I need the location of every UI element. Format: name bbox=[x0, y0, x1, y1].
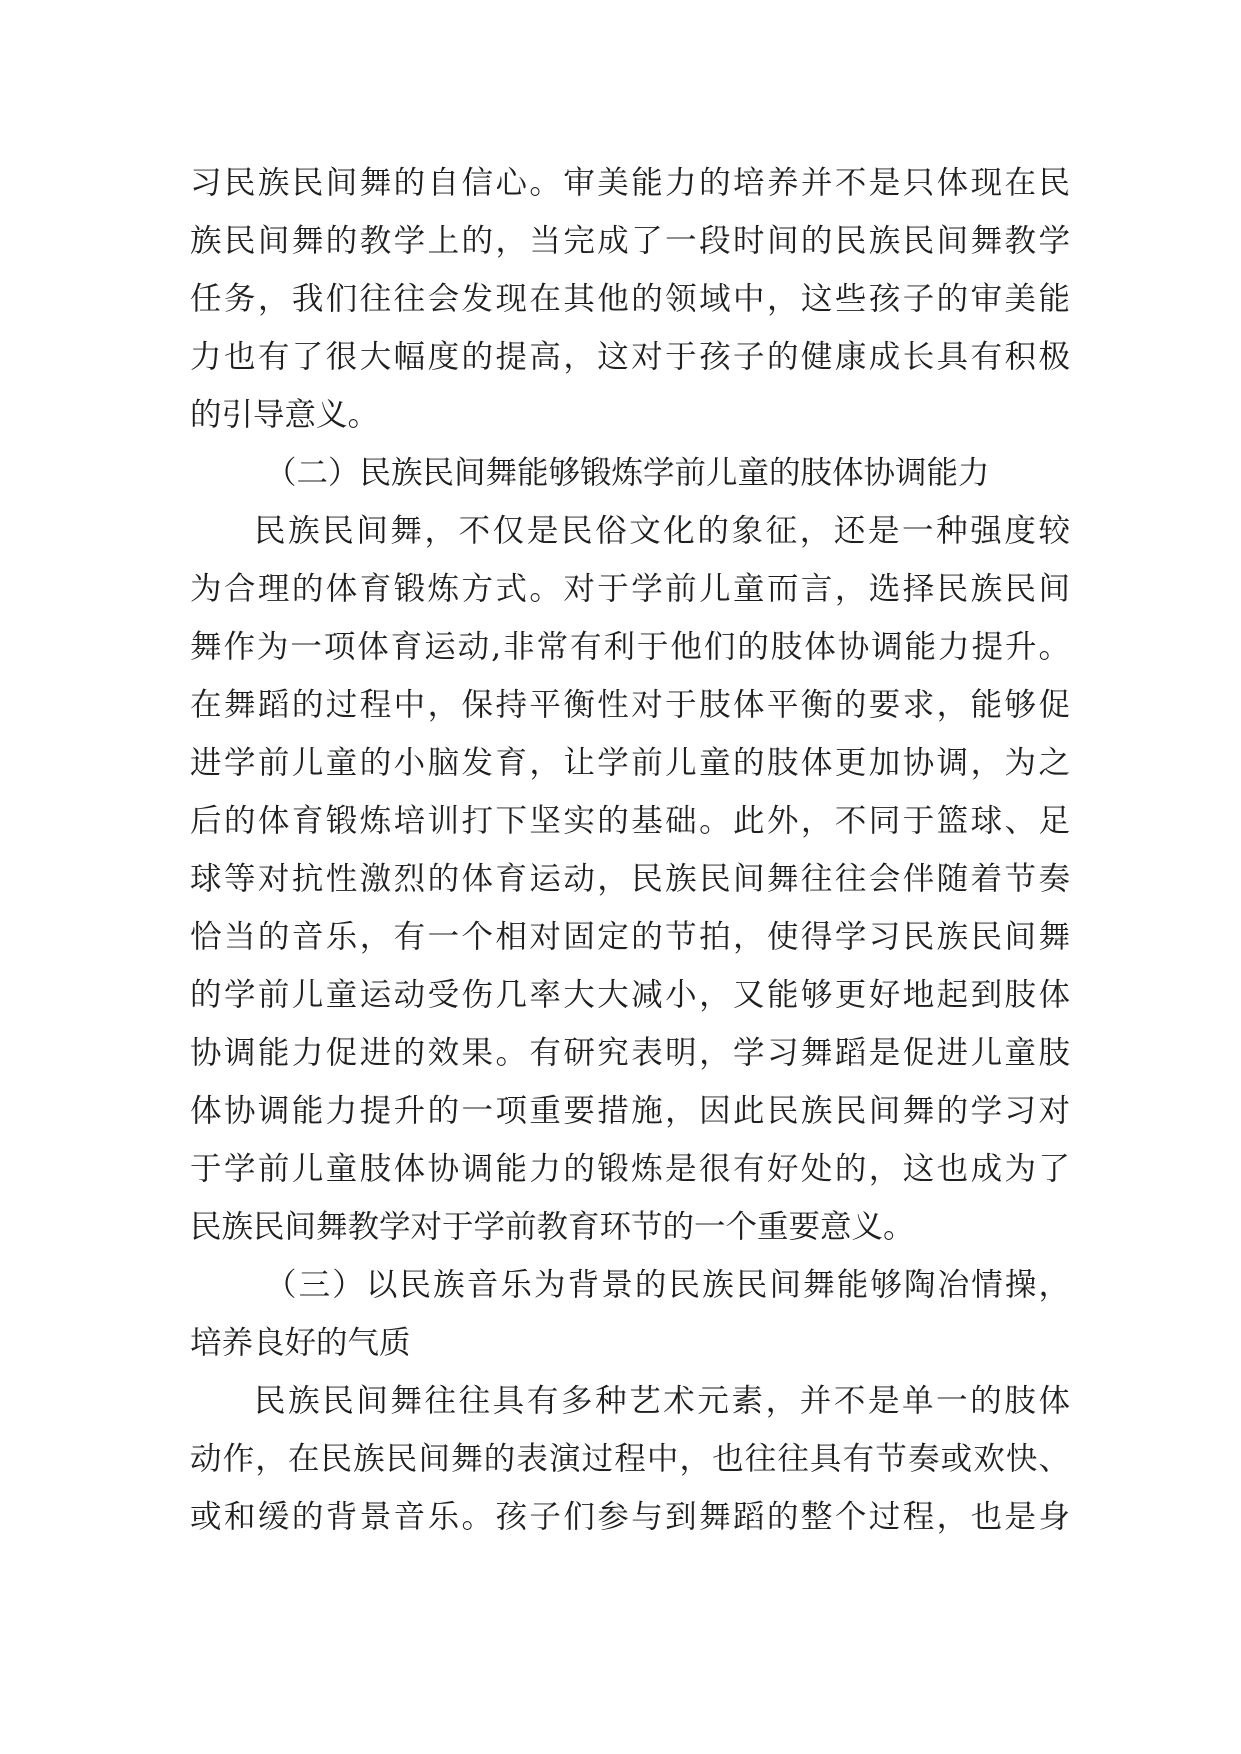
body-text-line: 体协调能力提升的一项重要措施，因此民族民间舞的学习对 bbox=[190, 1093, 1070, 1129]
body-text-line: 协调能力促进的效果。有研究表明，学习舞蹈是促进儿童肢 bbox=[190, 1035, 1070, 1071]
body-text-line: 任务，我们往往会发现在其他的领域中，这些孩子的审美能 bbox=[190, 281, 1070, 317]
paragraph-first-line: 民族民间舞往往具有多种艺术元素，并不是单一的肢体 bbox=[254, 1383, 1070, 1419]
body-text-line: 于学前儿童肢体协调能力的锻炼是很有好处的，这也成为了 bbox=[190, 1151, 1070, 1187]
body-text-line: 恰当的音乐，有一个相对固定的节拍，使得学习民族民间舞 bbox=[190, 919, 1070, 955]
body-text-line: 进学前儿童的小脑发育，让学前儿童的肢体更加协调，为之 bbox=[190, 745, 1070, 781]
body-text-line: 舞作为一项体育运动,非常有利于他们的肢体协调能力提升。 bbox=[190, 629, 1070, 665]
body-text-line: 在舞蹈的过程中，保持平衡性对于肢体平衡的要求，能够促 bbox=[190, 687, 1070, 723]
body-text-line: 族民间舞的教学上的，当完成了一段时间的民族民间舞教学 bbox=[190, 223, 1070, 259]
body-text-line: 民族民间舞教学对于学前教育环节的一个重要意义。 bbox=[190, 1209, 915, 1245]
body-text-line: 的引导意义。 bbox=[190, 397, 380, 433]
section-heading-3-cont: 培养良好的气质 bbox=[190, 1325, 411, 1361]
body-text-line: 动作，在民族民间舞的表演过程中，也往往具有节奏或欢快、 bbox=[190, 1441, 1070, 1477]
body-text-line: 或和缓的背景音乐。孩子们参与到舞蹈的整个过程，也是身 bbox=[190, 1499, 1070, 1535]
body-text-line: 球等对抗性激烈的体育运动，民族民间舞往往会伴随着节奏 bbox=[190, 861, 1070, 897]
section-heading-3: （三）以民族音乐为背景的民族民间舞能够陶冶情操， bbox=[265, 1267, 1070, 1303]
paragraph-first-line: 民族民间舞，不仅是民俗文化的象征，还是一种强度较 bbox=[254, 513, 1070, 549]
section-heading-2: （二）民族民间舞能够锻炼学前儿童的肢体协调能力 bbox=[265, 455, 990, 491]
body-text-line: 习民族民间舞的自信心。审美能力的培养并不是只体现在民 bbox=[190, 165, 1070, 201]
body-text-line: 力也有了很大幅度的提高，这对于孩子的健康成长具有积极 bbox=[190, 339, 1070, 375]
body-text-line: 为合理的体育锻炼方式。对于学前儿童而言，选择民族民间 bbox=[190, 571, 1070, 607]
body-text-line: 后的体育锻炼培训打下坚实的基础。此外，不同于篮球、足 bbox=[190, 803, 1070, 839]
body-text-line: 的学前儿童运动受伤几率大大减小，又能够更好地起到肢体 bbox=[190, 977, 1070, 1013]
